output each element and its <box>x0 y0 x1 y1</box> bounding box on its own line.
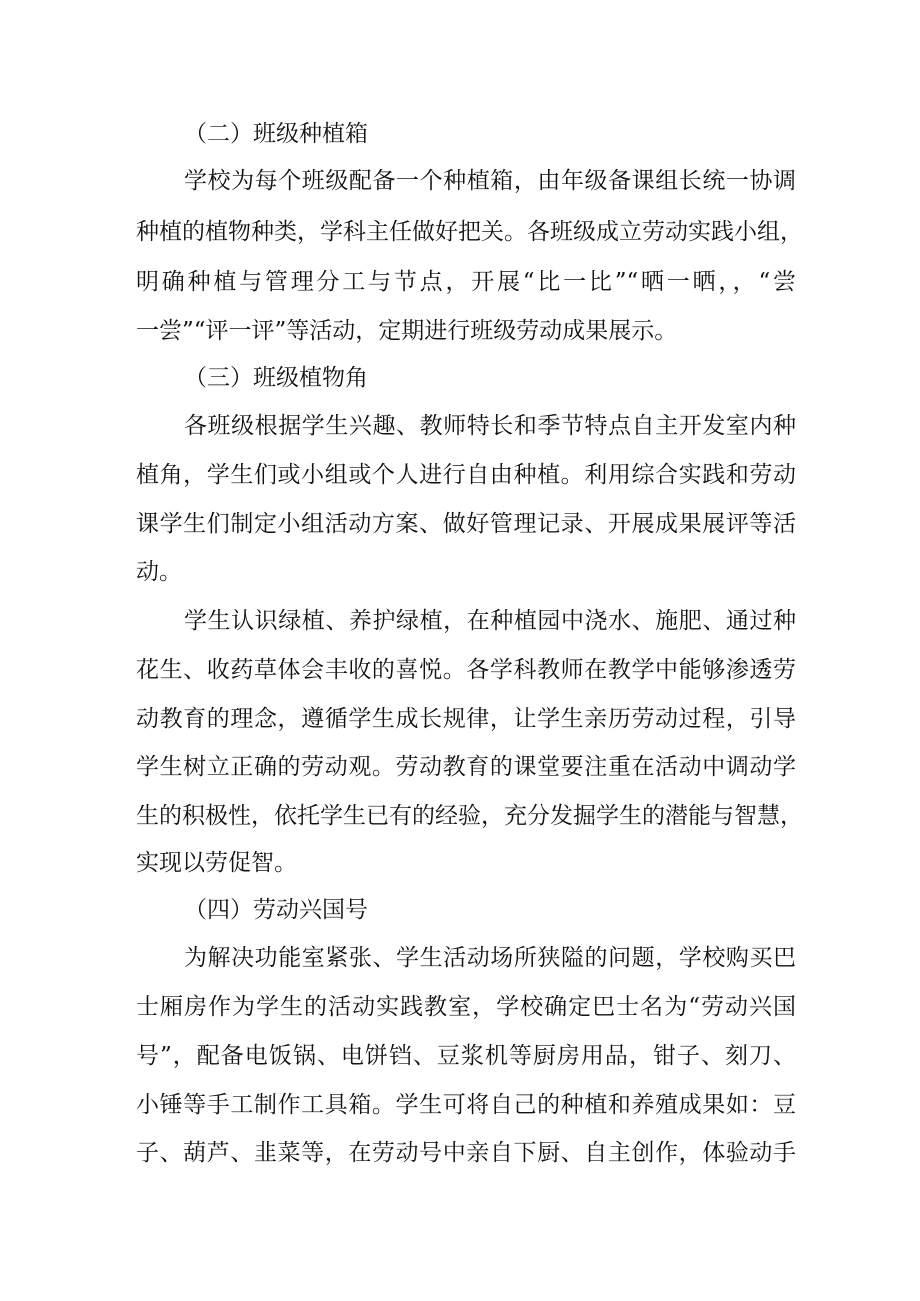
paragraph-line: 花生、收药草体会丰收的喜悦。各学科教师在教学中能够渗透劳 <box>136 657 796 683</box>
paragraph-line: 生的积极性，依托学生已有的经验，充分发掘学生的潜能与智慧， <box>136 803 803 829</box>
paragraph-line: 为解决功能室紧张、学生活动场所狭隘的问题，学校购买巴 <box>184 945 796 971</box>
paragraph-line: 小锤等手工制作工具箱。学生可将自己的种植和养殖成果如：豆 <box>136 1092 796 1118</box>
paragraph-line: 学校为每个班级配备一个种植箱，由年级备课组长统一协调 <box>184 168 796 194</box>
paragraph-line: 学生树立正确的劳动观。劳动教育的课堂要注重在活动中调动学 <box>136 754 796 780</box>
paragraph-line: 号”，配备电饭锅、电饼铛、豆浆机等厨房用品，钳子、刻刀、 <box>136 1043 796 1069</box>
paragraph-line: 士厢房作为学生的活动实践教室，学校确定巴士名为“劳动兴国 <box>136 994 796 1020</box>
paragraph-line: 一尝”“评一评”等活动，定期进行班级劳动成果展示。 <box>136 318 678 344</box>
paragraph-line: 课学生们制定小组活动方案、做好管理记录、开展成果展评等活 <box>136 511 796 537</box>
paragraph-line: 动。 <box>136 559 182 585</box>
paragraph-line: 各班级根据学生兴趣、教师特长和季节特点自主开发室内种 <box>184 413 796 439</box>
paragraph-line: 子、葫芦、韭菜等，在劳动号中亲自下厨、自主创作，体验动手 <box>136 1140 796 1166</box>
paragraph-line: 学生认识绿植、养护绿植，在种植园中浇水、施肥、通过种 <box>184 608 796 634</box>
section-heading-2: （二）班级种植箱 <box>184 121 368 147</box>
paragraph-line: 实现以劳促智。 <box>136 850 297 876</box>
paragraph-line: 动教育的理念，遵循学生成长规律，让学生亲历劳动过程，引导 <box>136 706 796 732</box>
paragraph-line: 明确种植与管理分工与节点，开展“比一比”“晒一晒，，“尝 <box>136 269 796 295</box>
section-heading-4: （四）劳动兴国号 <box>184 897 368 923</box>
paragraph-line: 种植的植物种类，学科主任做好把关。各班级成立劳动实践小组， <box>136 219 803 245</box>
section-heading-3: （三）班级植物角 <box>184 365 368 391</box>
paragraph-line: 植角，学生们或小组或个人进行自由种植。利用综合实践和劳动 <box>136 462 796 488</box>
